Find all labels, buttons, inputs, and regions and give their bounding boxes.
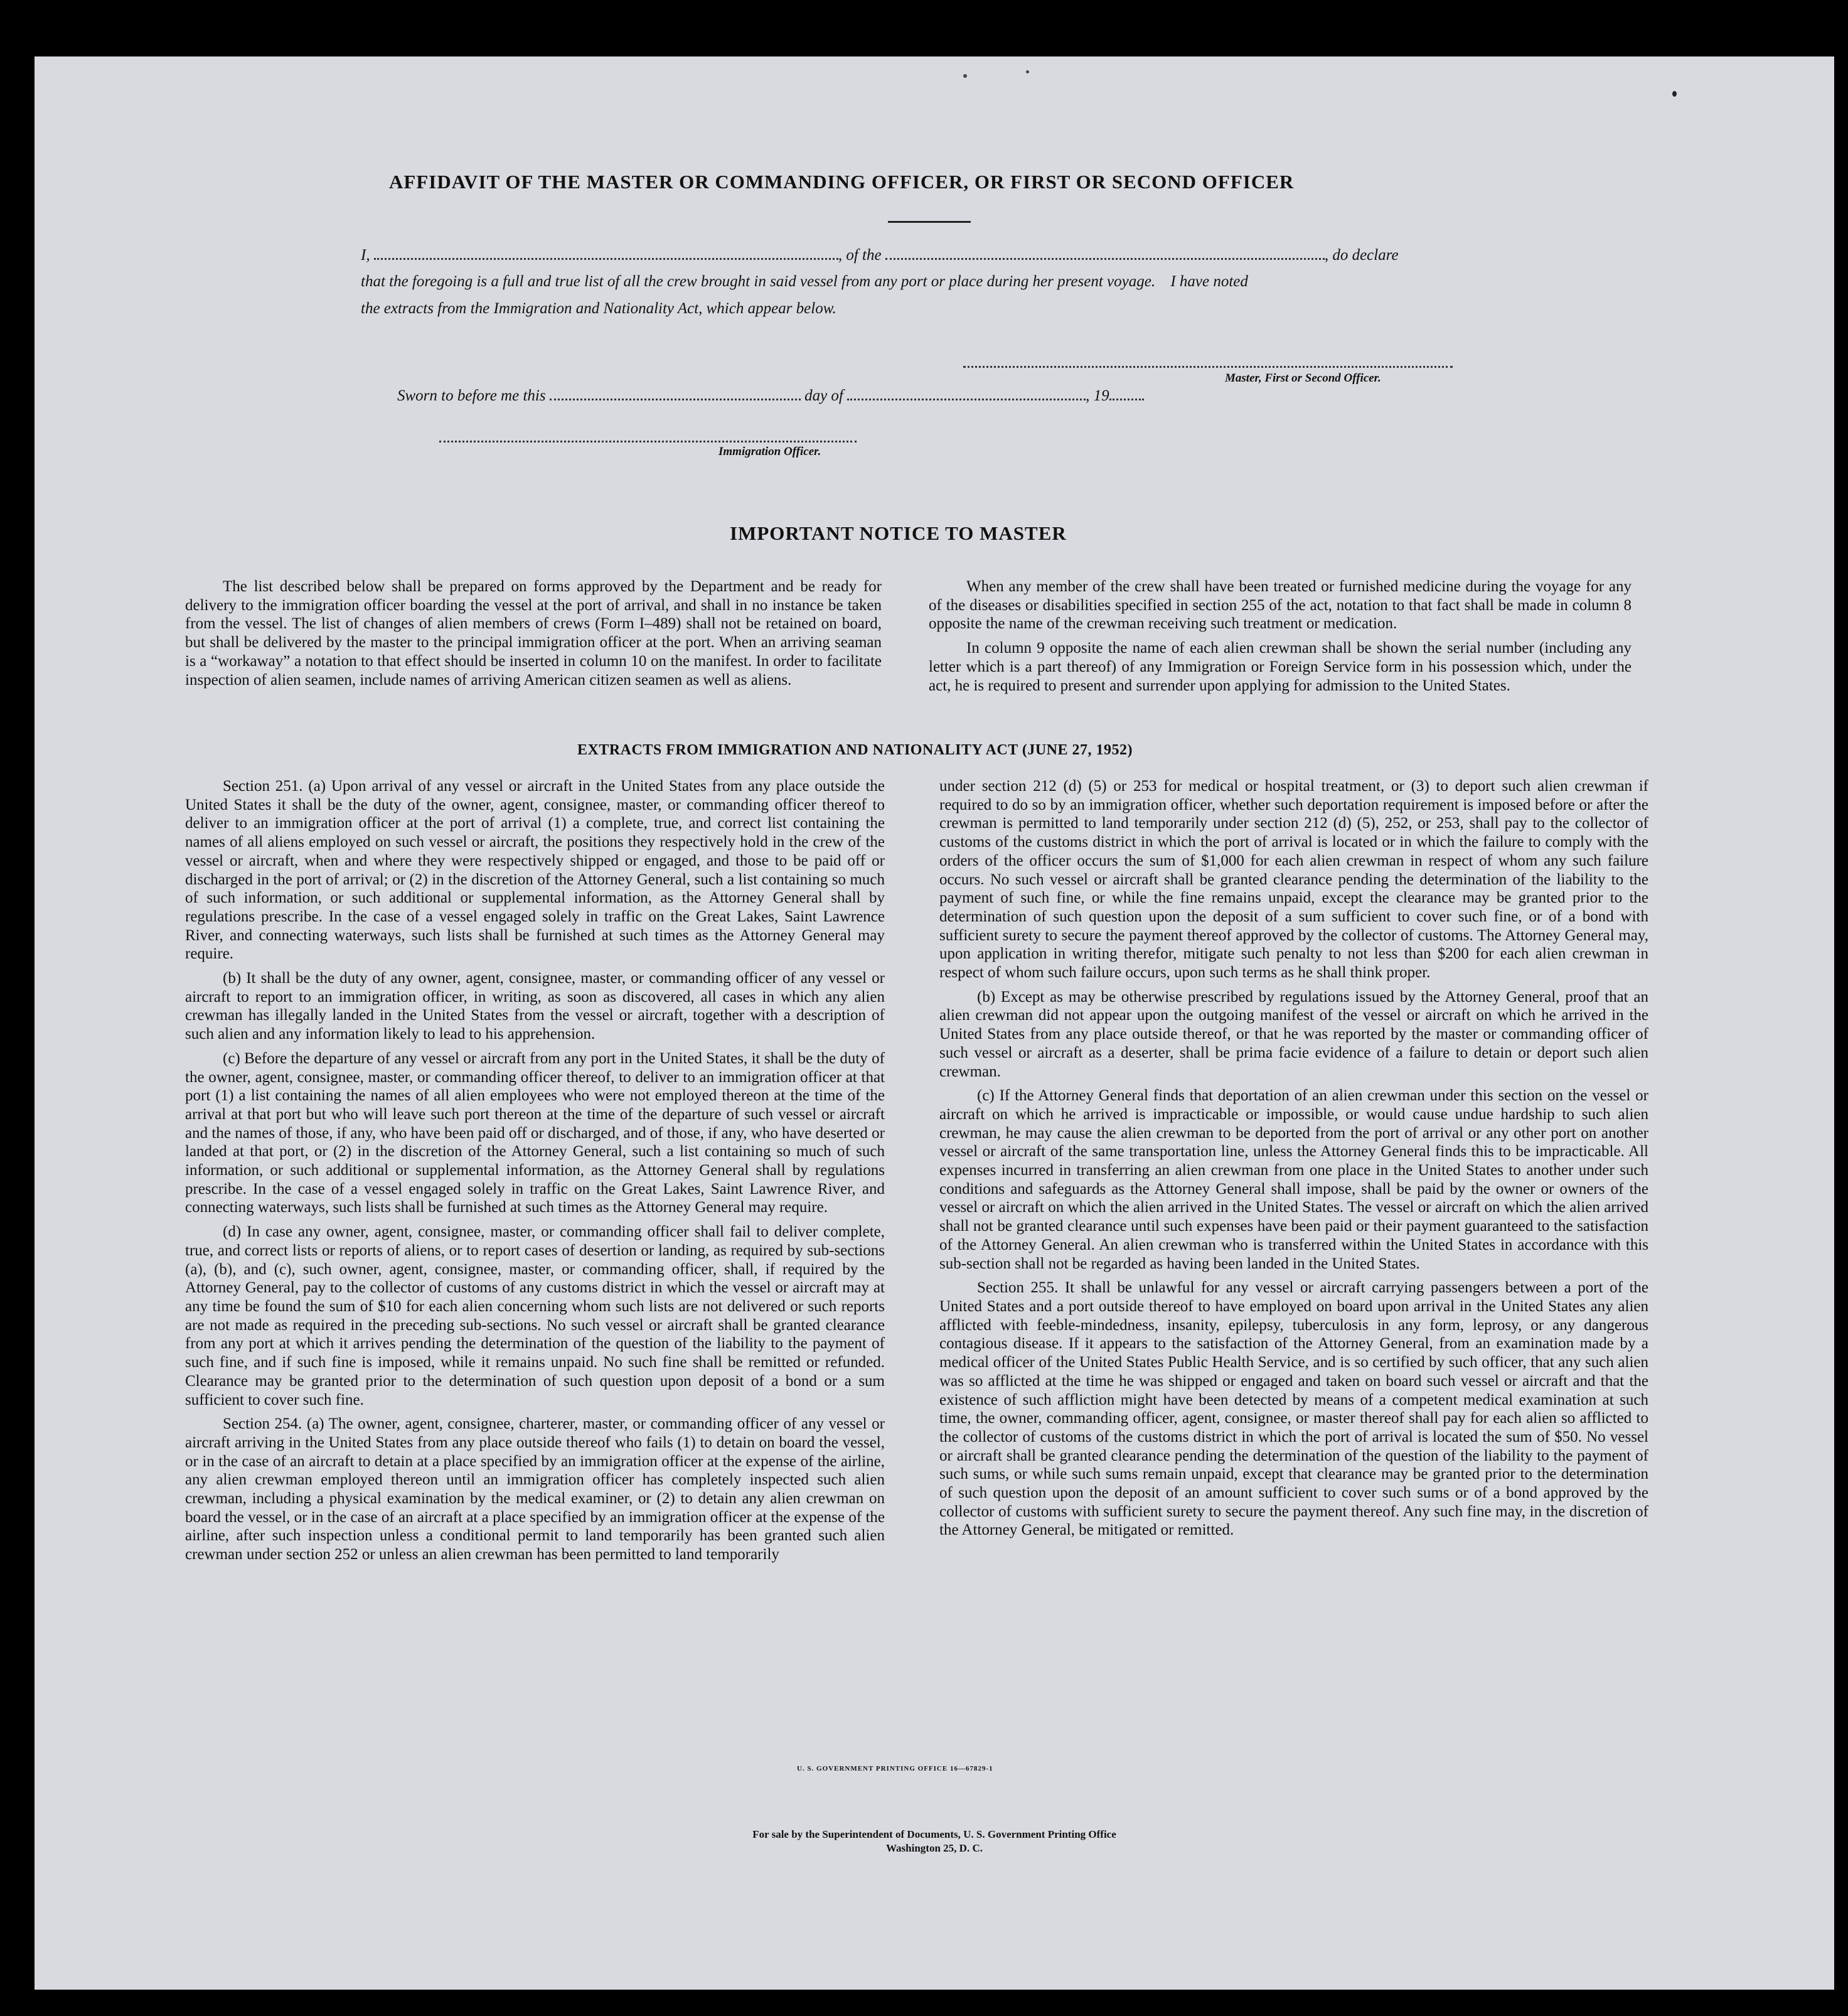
- extracts-right-column: [939, 777, 1648, 1545]
- extract-paragraph: under section 212 (d) (5) or 253 for medical or hospital treatment, or (3) to deport such alien crewman if required to do so by an immigration officer, whether such deportation requirement is imposed before or after the crewman is permitted to land temporarily under section 212 (d) (5), 252, or 253, shall pay to the collector of customs of the customs district in which the port of arrival is located or in which the failure to comply with the orders of the officer occurs the sum of $1,000 for each alien crewman in respect of whom any such failure occurs. No such vessel or aircraft shall be granted clearance pending the determination of the liability to the payment of such fine, or while the fine remains unpaid, except the clearance may be granted prior to the determination of such question upon the deposit of a sum sufficient to cover such fine, or of a bond with sufficient surety to secure the payment thereof approved by the collector of customs. The Attorney General may, upon application in writing therefor, mitigate such penalty to not less than $200 for each alien crewman in respect of whom such failure occurs, upon such terms as he shall think proper.: [939, 778, 1648, 982]
- notice-paragraph: In column 9 opposite the name of each alien crewman shall be shown the serial number (including any letter which is a part thereof) of any Immigration or Foreign Service form in his possession which, under the act, he is required to present and surrender upon applying for admission to the United States.: [929, 640, 1632, 694]
- notice-paragraph: The list described below shall be prepared on forms approved by the Department and be ready for delivery to the immigration officer boarding the vessel at the port of arrival, and shall in no instance be taken from the vessel. The list of changes of alien members of crews (Form I–489) shall not be retained on board, but shall be delivered by the master to the principal immigration officer at the port. When an arriving seaman is a “workaway” a notation to that effect should be inserted in column 10 on the manifest. In order to facilitate inspection of alien seamen, include names of arriving American citizen seamen as well as aliens.: [185, 578, 882, 689]
- extract-paragraph: (d) In case any owner, agent, consignee, master, or commanding officer shall fail to deliver complete, true, and correct lists or reports of aliens, or to report cases of desertion or landing, as required by sub-sections (a), (b), and (c), such owner, agent, consignee, master, or commanding officer, shall, if required by the Attorney General, pay to the collector of customs of any customs district in which the vessel or aircraft may at any time be found the sum of $10 for each alien concerning whom such lists are not delivered or such reports are not made as required in the preceding sub-sections. No such vessel or aircraft shall be granted clearance from any port at which it arrives pending the determination of the question of the liability to the payment of such fine, and if such fine is imposed, while it remains unpaid. No such fine shall be remitted or refunded. Clearance may be granted prior to the determination of such question upon deposit of a bond or a sum sufficient to cover such fine.: [185, 1223, 885, 1408]
- notice-right-column: [929, 577, 1632, 700]
- extract-paragraph: Section 251. (a) Upon arrival of any vessel or aircraft in the United States from any place outside the United States it shall be the duty of the owner, agent, consignee, master, or commanding officer thereof to deliver to an immigration officer at the port of arrival (1) a complete, true, and correct list containing the names of all aliens employed on such vessel or aircraft, the positions they respectively hold in the crew of the vessel or aircraft, when and where they were respectively shipped or engaged, and those to be paid off or discharged in the port of arrival; or (2) in the discretion of the Attorney General, such a list containing so much of such information, or such additional or supplemental information, as the Attorney General shall by regulations prescribe. In the case of a vessel engaged solely in traffic on the Great Lakes, Saint Lawrence River, and connecting waterways, such lists shall be furnished at such times as the Attorney General may require.: [185, 778, 885, 963]
- document-page: [35, 56, 1834, 1990]
- immigration-officer-signature-line[interactable]: [439, 441, 857, 442]
- notice-left-column: [185, 577, 882, 695]
- notice-title: IMPORTANT NOTICE TO MASTER: [730, 522, 1067, 544]
- sworn-year-blank[interactable]: [1109, 399, 1144, 400]
- master-signature-line[interactable]: [963, 366, 1453, 368]
- extract-paragraph: (b) Except as may be otherwise prescribed by regulations issued by the Attorney General, proof that an alien crewman did not appear upon the outgoing manifest of the vessel or aircraft on which he arrived in the United States from any place outside thereof, or that he was reported by the master or commanding officer of such vessel or aircraft as a deserter, shall be prima facie evidence of a failure to detain or deport such alien crewman.: [939, 988, 1648, 1080]
- extract-paragraph: (c) If the Attorney General finds that deportation of an alien crewman under this section on the vessel or aircraft on which he arrived is impracticable or impossible, or would cause undue hardship to such alien crewman, he may cause the alien crewman to be deported from the port of arrival or any other port on another vessel or aircraft of the same transportation line, unless the Attorney General finds this to be impracticable. All expenses incurred in transferring an alien crewman from one place in the United States to another under such conditions and safeguards as the Attorney General shall impose, shall be paid by the owner or owners of the vessel or aircraft on which the alien arrived in the United States. The vessel or aircraft on which the alien arrived shall not be granted clearance until such expenses have been paid or their payment guaranteed to the satisfaction of the Attorney General. An alien crewman who is transferred within the United States in accordance with this sub-section shall not be regarded as having been landed in the United States.: [939, 1087, 1648, 1272]
- scan-speck: [963, 74, 967, 78]
- master-caption: Master, First or Second Officer.: [1225, 372, 1381, 385]
- title-rule: [888, 221, 971, 223]
- vessel-blank[interactable]: [885, 258, 1325, 260]
- scan-speck: [1672, 91, 1677, 97]
- extracts-title: EXTRACTS FROM IMMIGRATION AND NATIONALITY ACT (JUNE 27, 1952): [577, 742, 1133, 758]
- name-blank[interactable]: [374, 258, 838, 260]
- affidavit-title: AFFIDAVIT OF THE MASTER OR COMMANDING OFFICER, OR FIRST OR SECOND OFFICER: [389, 171, 1295, 193]
- extract-paragraph: Section 255. It shall be unlawful for any vessel or aircraft carrying passengers between a port of the United States and a port outside thereof to have employed on board upon arrival in the United States any alien afflicted with feeble-mindedness, insanity, epilepsy, tuberculosis in any form, leprosy, or any dangerous contagious disease. If it appears to the satisfaction of the Attorney General, from an examination made by a medical officer of the United States Public Health Service, and is so certified by such officer, that any such alien was so afflicted at the time he was shipped or engaged and taken on board such vessel or aircraft and that the existence of such affliction might have been detected by means of a competent medical examination at such time, the owner, commanding officer, agent, consignee, or master thereof shall pay for each alien so afflicted to the collector of customs of the customs district in which the port of arrival is located the sum of $50. No vessel or aircraft shall be granted clearance pending the determination of the question of the liability to the payment of such sums, or while such sums remain unpaid, except that clearance may be granted prior to the determination of such question upon the deposit of an amount sufficient to cover such sums or of a bond approved by the collector of customs with sufficient surety to secure the payment thereof. Any such fine may, in the discretion of the Attorney General, be mitigated or remitted.: [939, 1279, 1648, 1539]
- immigration-officer-caption: Immigration Officer.: [718, 445, 821, 458]
- declaration-text-line-1: that the foregoing is a full and true list of all the crew brought in said vessel from any port or place during her present voyage. I have noted: [361, 273, 1248, 290]
- sworn-month-blank[interactable]: [847, 399, 1086, 400]
- sale-notice: For sale by the Superintendent of Documents, U. S. Government Printing Office Washington 25, D. C.: [752, 1828, 1116, 1854]
- sworn-row: Sworn to before me this day of , 19: [397, 387, 1144, 405]
- declaration-text-line-2: the extracts from the Immigration and Nationality Act, which appear below.: [361, 300, 836, 317]
- extracts-left-column: [185, 777, 885, 1570]
- sworn-day-blank[interactable]: [550, 399, 801, 400]
- printing-office-imprint: U. S. GOVERNMENT PRINTING OFFICE 16—67829-1: [797, 1765, 993, 1772]
- extract-paragraph: (b) It shall be the duty of any owner, agent, consignee, master, or commanding officer of any vessel or aircraft to report to an immigration officer, in writing, as soon as discovered, all cases in which any alien crewman has illegally landed in the United States from the vessel or aircraft, together with a description of such alien and any information likely to lead to his apprehension.: [185, 970, 885, 1043]
- notice-paragraph: When any member of the crew shall have been treated or furnished medicine during the voyage for any of the diseases or disabilities specified in section 255 of the act, notation to that fact shall be made in column 8 opposite the name of the crewman receiving such treatment or medication.: [929, 578, 1632, 633]
- extract-paragraph: Section 254. (a) The owner, agent, consignee, charterer, master, or commanding officer of any vessel or aircraft arriving in the United States from any place outside thereof who fails (1) to detain on board the vessel, or in the case of an aircraft to detain at a place specified by an immigration officer at the expense of the airline, any alien crewman employed thereon until an immigration officer has completely inspected such alien crewman, including a physical examination by the medical examiner, or (2) to detain any alien crewman on board the vessel, or in the case of an aircraft at a place specified by an immigration officer at the expense of the airline, after such inspection unless a conditional permit to land temporarily has been granted such alien crewman under section 252 or unless an alien crewman has been permitted to land temporarily: [185, 1415, 885, 1563]
- extract-paragraph: (c) Before the departure of any vessel or aircraft from any port in the United States, it shall be the duty of the owner, agent, consignee, master, or commanding officer thereof, to deliver to an immigration officer at that port (1) a list containing the names of all alien employees who were not employed thereon at the time of the arrival at that port but who will leave such port thereon at the time of the departure of such vessel or aircraft and the names of those, if any, who have been paid off or discharged, and of those, if any, who have deserted or landed at that port, or (2) in the discretion of the Attorney General, such a list containing so much of such information, or such additional or supplemental information, as the Attorney General shall by regulations prescribe. In the case of a vessel engaged solely in traffic on the Great Lakes, Saint Lawrence River, and connecting waterways, such lists shall be furnished at such times as the Attorney General may require.: [185, 1049, 885, 1216]
- declaration-name-row: I, , of the , do declare: [361, 247, 1399, 264]
- scan-speck: [1026, 70, 1029, 73]
